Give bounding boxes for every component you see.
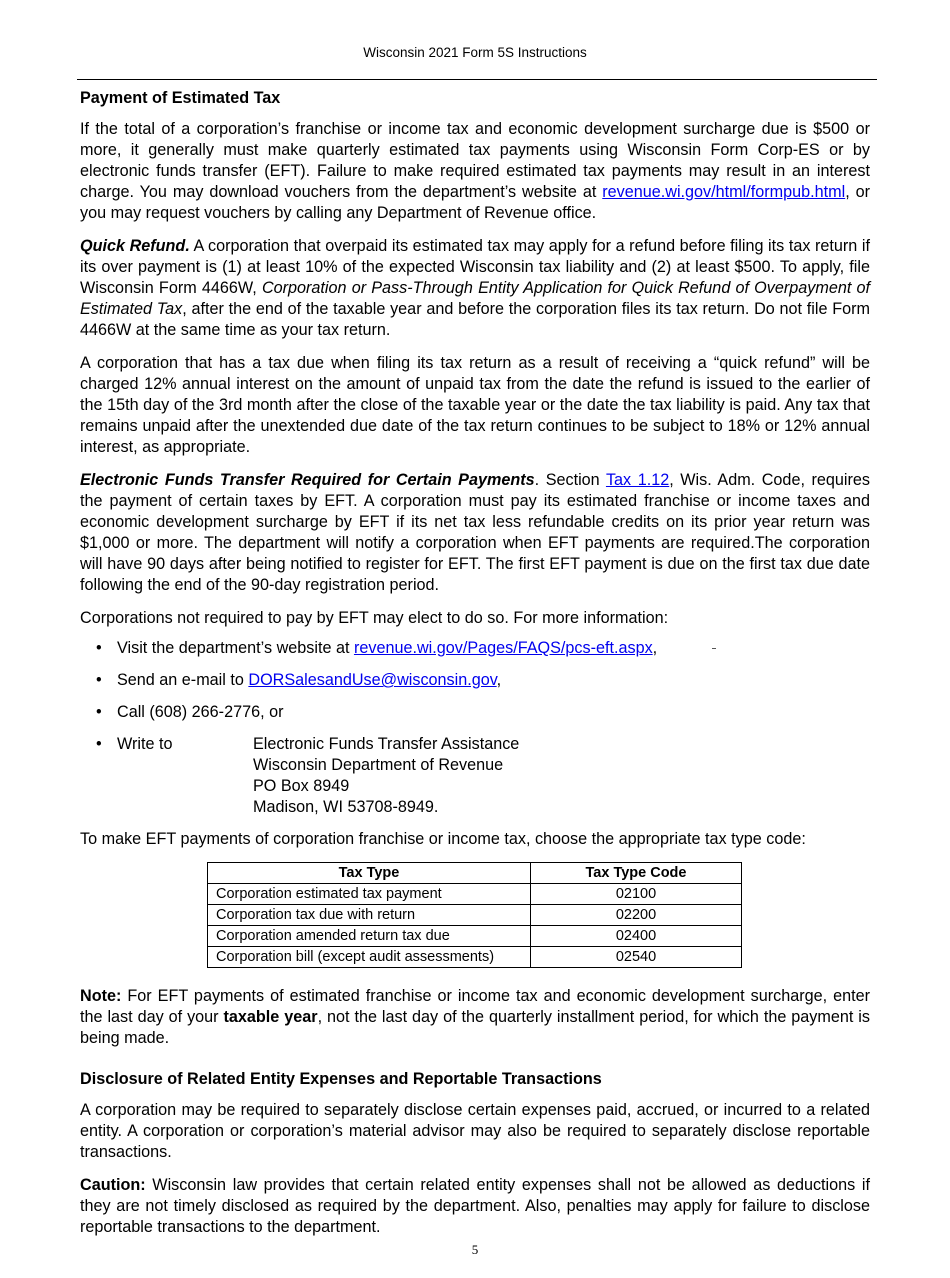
column-header: Tax Type <box>208 863 531 884</box>
page-header: Wisconsin 2021 Form 5S Instructions <box>363 45 587 60</box>
text: , Wis. Adm. Code, requires the payment of certain taxes by EFT. A corporation must pay its estimated franchise or income taxes and economic development surcharge by EFT if its net tax less refundable credits on its prior year return was $1,000 or more. The department will notify a corporation when EFT payments are required.The corporation will have 90 days after being notified to register for EFT. The first EFT payment is due on the first tax due date following the end of the 90-day registration period. <box>80 471 870 594</box>
table-row <box>208 884 742 905</box>
form-title: Corporation or Pass-Through Entity Application for Quick Refund of Overpayment of Estimated Tax <box>80 279 870 318</box>
list-item: • Call (608) 266-2776, or <box>117 702 870 723</box>
paragraph-estimated-tax <box>80 119 870 224</box>
table-row <box>208 926 742 947</box>
mailing-address <box>253 734 519 818</box>
tax-type: Corporation amended return tax due <box>208 926 531 947</box>
tax-type: Corporation estimated tax payment <box>208 884 531 905</box>
address-line: Wisconsin Department of Revenue <box>253 756 504 774</box>
paragraph-eft <box>80 470 870 596</box>
paragraph-caution <box>80 1175 870 1238</box>
paragraph-note <box>80 986 870 1049</box>
tax-type: Corporation bill (except audit assessments) <box>208 947 531 968</box>
text: • Write to <box>117 735 173 753</box>
tax-type-table <box>207 862 742 968</box>
page-content <box>80 0 870 1278</box>
stray-mark <box>712 648 716 649</box>
text: A corporation that overpaid its estimated tax may apply for a refund before filing its tax return if its over payment is (1) at least 10% of the expected Wisconsin tax liability and (2) at least $500. To apply, file Wisconsin Form 4466W, <box>80 237 870 297</box>
address-line: PO Box 8949 <box>253 777 350 795</box>
quick-refund-heading: Quick Refund. <box>80 237 190 255</box>
table-row <box>208 947 742 968</box>
address-line: Madison, WI 53708-8949. <box>253 798 439 816</box>
paragraph-eft-optional: Corporations not required to pay by EFT may elect to do so. For more information: <box>80 609 669 627</box>
text: . Section <box>534 471 606 489</box>
paragraph-disclosure: A corporation may be required to separately disclose certain expenses paid, accrued, or incurred to a related entity. A corporation or corporation’s material advisor may also be required to separately disclose reportable transactions. <box>80 1101 870 1161</box>
text: , after the end of the taxable year and before the corporation files its tax return. Do not file Form 4466W at the same time as your tax return. <box>80 300 870 339</box>
table-row <box>208 905 742 926</box>
email-link[interactable]: DORSalesandUse@wisconsin.gov <box>248 671 497 689</box>
text: Send an e-mail to <box>117 671 249 689</box>
address-line: Electronic Funds Transfer Assistance <box>253 735 520 753</box>
eft-heading: Electronic Funds Transfer Required for Certain Payments <box>80 471 535 489</box>
section-title-estimated-tax: Payment of Estimated Tax <box>80 89 281 107</box>
page-number: 5 <box>471 1242 479 1257</box>
text: Wisconsin law provides that certain related entity expenses shall not be allowed as deductions if they are not timely disclosed as required by the department. Also, penalties may apply for failure to disclose reportable transactions to the department. <box>80 1176 870 1236</box>
tax-type: Corporation tax due with return <box>208 905 531 926</box>
note-label: Note: <box>80 987 122 1005</box>
tax-type-code: 02200 <box>531 905 742 926</box>
text: , not the last day of the quarterly installment period, for which the payment is being made. <box>80 1008 870 1047</box>
text: If the total of a corporation’s franchise or income tax and economic development surcharge due is $500 or more, it generally must make quarterly estimated tax payments using Wisconsin Form Corp-ES or by electronic funds transfer (EFT). Failure to make required estimated tax payments may result in an interest charge. You may download vouchers from the department’s website at <box>80 120 870 201</box>
tax-type-code: 02400 <box>531 926 742 947</box>
paragraph-tax-type: To make EFT payments of corporation franchise or income tax, choose the appropriate tax type code: <box>80 830 806 848</box>
section-title-disclosure: Disclosure of Related Entity Expenses and Reportable Transactions <box>80 1070 602 1088</box>
emphasis: taxable year <box>223 1008 318 1026</box>
list-item: • Send an e-mail to DORSalesandUse@wisconsin.gov, <box>117 670 870 691</box>
caution-label: Caution: <box>80 1176 146 1194</box>
text: Visit the department’s website at <box>117 639 354 657</box>
contact-list <box>80 638 870 818</box>
text: , or you may request vouchers by calling any Department of Revenue office. <box>80 183 870 222</box>
text: For EFT payments of estimated franchise or income tax and economic development surcharge, enter the last day of your <box>80 987 870 1026</box>
eft-faq-link[interactable]: revenue.wi.gov/Pages/FAQS/pcs-eft.aspx <box>353 639 653 657</box>
paragraph-quick-refund <box>80 236 870 341</box>
paragraph-interest: A corporation that has a tax due when filing its tax return as a result of receiving a “quick refund” will be charged 12% annual interest on the amount of unpaid tax from the date the refund is issued to the earlier of the 15th day of the 3rd month after the close of the taxable year or the date the tax liability is paid. Any tax that remains unpaid after the unextended due date of the tax return continues to be subject to 18% or 12% annual interest, as appropriate. <box>80 354 870 456</box>
list-item <box>117 734 870 818</box>
column-header: Tax Type Code <box>531 863 742 884</box>
tax-type-code: 02100 <box>531 884 742 905</box>
table-header-row <box>208 863 742 884</box>
tax-code-link[interactable]: Tax 1.12 <box>605 471 670 489</box>
tax-type-code: 02540 <box>531 947 742 968</box>
list-item: • Visit the department’s website at revenue.wi.gov/Pages/FAQS/pcs-eft.aspx, <box>117 638 870 659</box>
formpub-link[interactable]: revenue.wi.gov/html/formpub.html <box>602 183 846 201</box>
